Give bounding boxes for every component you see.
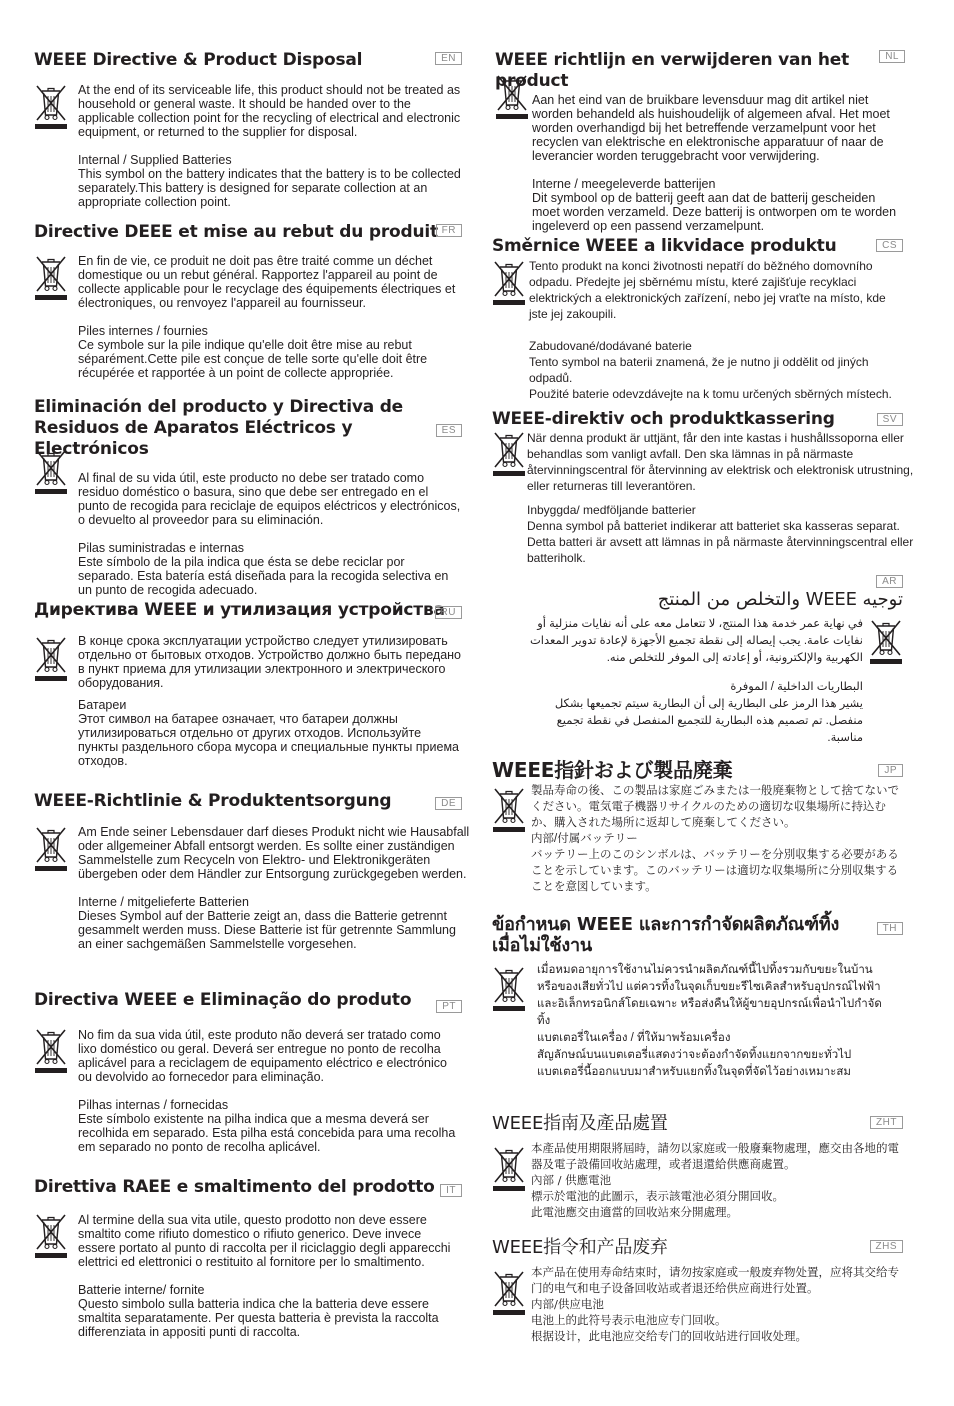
- language-code-badge: FR: [436, 224, 462, 237]
- weee-bin-icon: [492, 1268, 526, 1316]
- weee-bin-icon: [34, 634, 68, 682]
- section-es: [34, 397, 462, 597]
- battery-text: Este símbolo de la pila indica que ésta se debe reciclar por separado. Esta batería está diseñada para la recogida selectiva en un punto de recogida adecuado.: [78, 555, 449, 597]
- disposal-text: När denna produkt är uttjänt, får den inte kastas i hushållssoporna eller behandlas som vanligt avfall. Den ska lämnas in på närmaste återvinningscentral för återvinning av elektrisk och elektronisk utrustning, eller returneras till leverantören.: [527, 431, 914, 493]
- section-title: WEEE指南及產品處置: [492, 1113, 668, 1134]
- battery-subheading: Inbyggda/ medföljande batterier: [527, 503, 696, 517]
- battery-subheading: Pilhas internas / fornecidas: [78, 1098, 229, 1112]
- weee-bin-icon: [869, 617, 903, 665]
- weee-bin-icon: [34, 1026, 68, 1074]
- language-code-badge: PT: [436, 1000, 462, 1013]
- section-title: Direttiva RAEE e smaltimento del prodotto: [34, 1177, 435, 1197]
- section-ru: [34, 600, 462, 768]
- disposal-text: В конце срока эксплуатации устройство следует утилизировать отдельно от бытовых отходов. Устройство должно быть передано в пункт приема для утилизации электронного и электрического оборудования.: [78, 634, 462, 690]
- battery-subheading: Interne / meegeleverde batterijen: [532, 177, 716, 191]
- language-code-badge: DE: [435, 797, 462, 810]
- language-code-badge: SV: [877, 413, 903, 426]
- disposal-text: في نهاية عمر خدمة هذا المنتج، لا تتعامل معه على أنه نفايات منزلية أو نفايات عامة. يجب إيصاله إلى نقطة تجميع الأجهزة لإعادة تدوير المعدات الكهربية والإلكترونية، أو إعادته إلى الموفر للتخلص منه.: [529, 618, 863, 664]
- battery-subheading: แบตเตอรี่ในเครื่อง / ที่ให้มาพร้อมเครื่อง: [537, 1032, 731, 1044]
- section-title: WEEE-Richtlinie & Produktentsorgung: [34, 791, 392, 811]
- battery-text-2: 此電池應交由適當的回收站來分開處理。: [531, 1205, 738, 1219]
- battery-subheading: Interne / mitgelieferte Batterien: [78, 895, 249, 909]
- language-code-badge: TH: [877, 922, 903, 935]
- battery-text: Dieses Symbol auf der Batterie zeigt an, dass die Batterie getrennt gesammelt werden muss. Diese Batterie ist für getrennte Sammlung an einer sachgemäßen Sammelstelle vorgesehen.: [78, 909, 456, 951]
- disposal-text: 本产品在使用寿命结束时，请勿按家庭或一般废弃物处置，应将其交给专门的电气和电子设备回收站或者退还给供应商进行处置。: [531, 1265, 899, 1295]
- section-th: [492, 914, 903, 1081]
- section-title: WEEE richtlijn en verwijderen van het product: [495, 50, 849, 91]
- battery-text: Questo simbolo sulla batteria indica che la batteria deve essere smaltita separatamente. Per questa batteria è prevista la raccolta differenziata in appositi punti di raccolta.: [78, 1297, 439, 1339]
- battery-subheading: Internal / Supplied Batteries: [78, 153, 232, 167]
- battery-text: สัญลักษณ์บนแบตเตอรี่แสดงว่าจะต้องกำจัดทิ้งแยกจากขยะทั่วไป แบตเตอรี่นี้ออกแบบมาสำหรับแยกทิ้งในจุดที่จัดไว้อย่างเหมาะสม: [537, 1049, 852, 1078]
- language-code-badge: RU: [435, 606, 462, 619]
- weee-bin-icon: [492, 785, 526, 833]
- disposal-text: Am Ende seiner Lebensdauer darf dieses Produkt nicht wie Hausabfall oder allgemeiner Abfall entsorgt werden. Es sollte einer zuständigen Sammelstelle zum Recyceln von Elektro- und Elektronikgeräten übergeben oder dem Händler zur Entsorgung zurückgegeben werden.: [78, 825, 470, 881]
- section-title: Директива WEEE и утилизация устройства: [34, 600, 445, 620]
- disposal-text: เมื่อหมดอายุการใช้งานไม่ควรนำผลิตภัณฑ์นี้ไปทิ้งรวมกับขยะในบ้านหรือของเสียทั่วไป แต่ควรทิ้งในจุดเก็บขยะรีไซเคิลสำหรับอุปกรณ์ไฟฟ้าและอิเล็กทรอนิกส์โดยเฉพาะ หรือส่งคืนให้ผู้ขายอุปกรณ์เพื่อนำไปกำจัดทิ้ง: [537, 964, 882, 1027]
- section-jp: [492, 758, 903, 895]
- disposal-text: Aan het eind van de bruikbare levensduur mag dit artikel niet worden behandeld als huishoudelijk of algemeen afval. Het moet worden overhandigd bij het betreffende verzamelpunt voor het recyclen van elektrische en elektronische apparatuur of naar de leverancier worden teruggebracht voor verwijdering.: [532, 93, 890, 163]
- weee-bin-icon: [492, 429, 526, 477]
- section-title: توجيه WEEE والتخلص من المنتج: [657, 589, 903, 610]
- battery-text-2: Použité baterie odevzdávejte na k tomu určených sběrných místech.: [529, 387, 892, 401]
- weee-bin-icon: [34, 824, 68, 872]
- language-code-badge: EN: [435, 52, 462, 65]
- weee-bin-icon: [34, 1211, 68, 1259]
- battery-subheading: Pilas suministradas e internas: [78, 541, 245, 555]
- disposal-text: Al termine della sua vita utile, questo prodotto non deve essere smaltito come rifiuto domestico o rifiuto generico. Deve invece essere portato al punto di raccolta per il riciclaggio degli apparecchi elettrici ed elettronici o restituito al fornitore per lo smaltimento.: [78, 1213, 451, 1269]
- disposal-text: At the end of its serviceable life, this product should not be treated as household or general waste. It should be handed over to the applicable collection point for the recycling of electrical and electronic equipment, or returned to the supplier for disposal.: [78, 83, 461, 139]
- language-code-badge: JP: [878, 764, 903, 777]
- section-de: [34, 791, 470, 951]
- language-code-badge: IT: [440, 1184, 462, 1197]
- section-en: [34, 50, 462, 209]
- weee-bin-icon: [495, 72, 529, 120]
- battery-text: Ce symbole sur la pile indique qu'elle doit être mise au rebut séparément.Cette pile est conçue de telle sorte qu'elle doit être récupérée et rapportée à un point de collecte appropriée.: [78, 338, 428, 380]
- section-title: WEEE指令和产品废弃: [492, 1237, 668, 1258]
- section-ar: [505, 575, 903, 747]
- battery-text: Этот символ на батарее означает, что батареи должны утилизироваться отдельно от других отходов. Используйте пункты раздельного сбора мусора и специальные пункты приема отходов.: [78, 712, 459, 768]
- language-code-badge: ZHT: [870, 1116, 903, 1129]
- weee-bin-icon: [34, 253, 68, 301]
- section-pt: [34, 990, 462, 1154]
- section-zht: [492, 1112, 903, 1220]
- battery-subheading: 内部/供应电池: [531, 1297, 604, 1311]
- battery-subheading: 內部 / 供應電池: [531, 1173, 612, 1187]
- language-code-badge: CS: [876, 239, 903, 252]
- battery-text: Denna symbol på batteriet indikerar att batteriet ska kasseras separat. Detta batteri är avsett att lämnas in på närmaste återvinningscentral eller batteriholk.: [527, 519, 914, 565]
- disposal-text: En fin de vie, ce produit ne doit pas être traité comme un déchet domestique ou un rebut général. Rapportez l'appareil au point de collecte applicable pour le recyclage des équipements électriques et électroniques, ou renvoyez l'appareil au fournisseur.: [78, 254, 456, 310]
- language-code-badge: ZHS: [870, 1240, 904, 1253]
- battery-text: 標示於電池的此圖示，表示該電池必須分開回收。: [531, 1189, 784, 1203]
- section-title: WEEE Directive & Product Disposal: [34, 50, 363, 70]
- language-code-badge: NL: [879, 50, 905, 63]
- battery-text: Tento symbol na baterii znamená, že je nutno ji oddělit od jiných odpadů.: [529, 355, 869, 385]
- disposal-text: Al final de su vida útil, este producto no debe ser tratado como residuo doméstico o basura, sino que debe ser entregado en el punto de recogida para reciclaje de equipos eléctricos y electrónicos, o devuelto al proveedor para su eliminación.: [78, 471, 461, 527]
- section-it: [34, 1177, 462, 1339]
- weee-bin-icon: [492, 964, 526, 1012]
- battery-text: Este símbolo existente na pilha indica que a mesma deverá ser recolhida em separado. Esta pilha está concebida para uma recolha em separado no ponto de recolha aplicável.: [78, 1112, 456, 1154]
- disposal-text: 本產品使用期限將屆時，請勿以家庭或一般廢棄物處理，應交由各地的電器及電子設備回收站處理，或者退還給供應商處置。: [531, 1141, 899, 1171]
- language-code-badge: ES: [436, 424, 462, 437]
- section-title: Eliminación del producto y Directiva de Residuos de Aparatos Eléctricos y Electrónicos: [34, 397, 403, 459]
- battery-subheading: Zabudované/dodávané baterie: [529, 339, 692, 353]
- section-fr: [34, 222, 462, 380]
- battery-subheading: 内部/付属バッテリー: [531, 833, 638, 845]
- battery-subheading: Батареи: [78, 698, 127, 712]
- section-nl: [495, 50, 905, 233]
- battery-subheading: Piles internes / fournies: [78, 324, 208, 338]
- language-code-badge: AR: [876, 575, 903, 588]
- battery-text: Dit symbool op de batterij geeft aan dat de batterij gescheiden moet worden verzameld. Deze batterij is ontworpen om te worden ingeleverd op een passend verzamelpunt.: [532, 191, 897, 233]
- section-cs: [492, 236, 903, 402]
- disposal-text: No fim da sua vida útil, este produto não deverá ser tratado como lixo doméstico ou geral. Deverá ser entregue no ponto de recolha aplicável para a reciclagem de equipamento eléctrico e electrónico ou devolvido ao fornecedor para eliminação.: [78, 1028, 447, 1084]
- section-title: WEEE指針および製品廃棄: [492, 758, 733, 782]
- weee-bin-icon: [492, 258, 526, 306]
- disposal-text: 製品寿命の後、この製品は家庭ごみまたは一般廃棄物として捨てないでください。電気電子機器リサイクルのための適切な収集場所に持込むか、購入された場所に返却して廃棄してください。: [531, 785, 899, 829]
- battery-text: This symbol on the battery indicates that the battery is to be collected separately.This battery is designed for separate collection at an appropriate collection point.: [78, 167, 461, 209]
- section-title: WEEE-direktiv och produktkassering: [492, 409, 835, 429]
- section-title: Directive DEEE et mise au rebut du produit: [34, 222, 438, 242]
- section-title: ข้อกำหนด WEEE และการกำจัดผลิตภัณฑ์ทิ้งเมื่อไม่ใช้งาน: [492, 914, 840, 956]
- battery-text-2: 根据设计，此电池应交给专门的回收站进行回收处理。: [531, 1329, 807, 1343]
- weee-bin-icon: [34, 82, 68, 130]
- disposal-text: Tento produkt na konci životnosti nepatří do běžného domovního odpadu. Předejte jej sběrnému místu, které zajišťuje recyklaci elektrických a elektronických zařízení, nebo jej vraťte na místo, kde jste jej zakoupili.: [529, 259, 886, 321]
- battery-subheading: Batterie interne/ fornite: [78, 1283, 205, 1297]
- battery-subheading: البطاريات الداخلية / الموفرة: [730, 681, 863, 693]
- battery-text: 电池上的此符号表示电池应专门回收。: [531, 1313, 727, 1327]
- weee-bin-icon: [492, 1144, 526, 1192]
- section-zhs: [492, 1236, 903, 1344]
- battery-text: バッテリー上のこのシンボルは、バッテリーを分別収集する必要があることを示しています。このバッテリーは適切な収集場所に分別収集することを意図しています。: [531, 849, 899, 893]
- section-title: Směrnice WEEE a likvidace produktu: [492, 236, 837, 256]
- section-title: Directiva WEEE e Eliminação do produto: [34, 990, 412, 1010]
- weee-bin-icon: [34, 447, 68, 495]
- battery-text: يشير هذا الرمز على البطارية إلى أن البطارية سيتم تجميعها بشكل منفصل. تم تصميم هذه البطارية للتجميع المنفصل في نقطة تجميع مناسبة.: [554, 698, 863, 744]
- section-sv: [492, 409, 914, 566]
